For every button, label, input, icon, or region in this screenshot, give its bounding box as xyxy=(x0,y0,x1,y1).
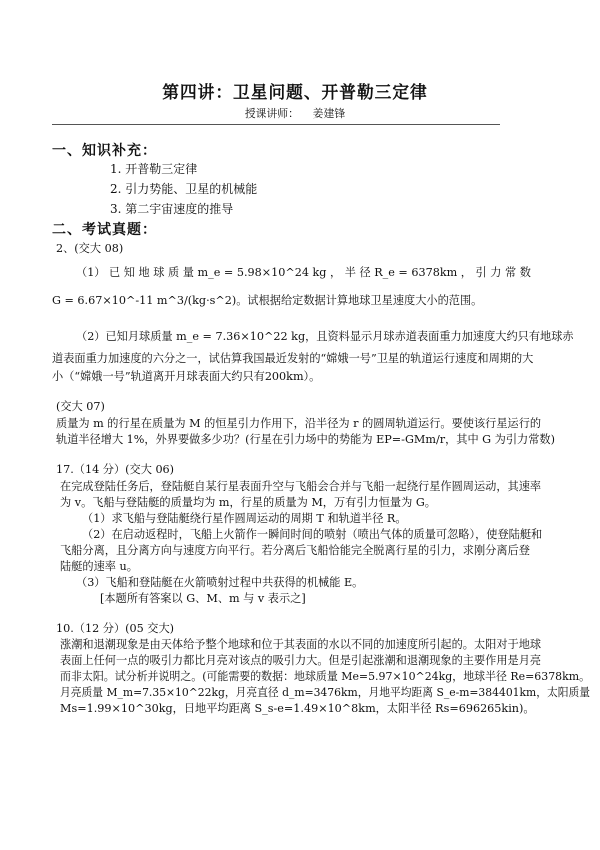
question-10-line4: 月亮质量 M_m=7.35×10^22kg，月亮直径 d_m=3476km，月地平均距离 S_e-m=384401km，太阳质量 xyxy=(60,686,591,699)
knowledge-item-3: 3. 第二宇宙速度的推导 xyxy=(110,202,234,216)
question-07-line1: 质量为 m 的行星在质量为 M 的恒星引力作用下，沿半径为 r 的圆周轨道运行。要使该行星运行的 xyxy=(56,417,542,430)
question-17-line3: （1）求飞船与登陆艇绕行星作圆周运动的周期 T 和轨道半径 R。 xyxy=(82,512,407,525)
question-07-line2: 轨道半径增大 1%，外界要做多少功？(行星在引力场中的势能为 EP=-GMm/r，其中 G 为引力常数) xyxy=(56,433,555,446)
question-10-line5: Ms=1.99×10^30kg，日地平均距离 S_s-e=1.49×10^8km，太阳半径 Rs=696265kin)。 xyxy=(60,702,535,715)
question-10-line3: 而非太阳。试分析并说明之。(可能需要的数据：地球质量 Me=5.97×10^24kg，地球半径 Re=6378km。 xyxy=(60,670,591,683)
question-2-part2-line2: 道表面重力加速度的六分之一，试估算我国最近发射的“嫦娥一号”卫星的轨道运行速度和周期的大 xyxy=(52,352,534,365)
question-17-line8: [本题所有答案以 G、M、m 与 v 表示之] xyxy=(100,592,306,605)
question-17-line5: 飞船分离，且分离方向与速度方向平行。若分离后飞船恰能完全脱离行星的引力，求刚分离后登 xyxy=(60,544,530,557)
question-2-part1-line2: G = 6.67×10^-11 m^3/(kg·s^2)。试根据给定数据计算地球卫星速度大小的范围。 xyxy=(52,294,483,307)
page-title: 第四讲：卫星问题、开普勒三定律 xyxy=(162,83,428,103)
question-17-line2: 为 v。飞船与登陆艇的质量均为 m，行星的质量为 M，万有引力恒量为 G。 xyxy=(60,496,436,509)
section-heading-knowledge: 一、知识补充： xyxy=(52,143,157,159)
question-17-line7: （3）飞船和登陆艇在火箭喷射过程中共获得的机械能 E。 xyxy=(76,576,364,589)
question-2-part2-line3: 小（“嫦娥一号”轨道离开月球表面大约只有200km）。 xyxy=(52,370,321,383)
question-10-line2: 表面上任何一点的吸引力都比月亮对该点的吸引力大。但是引起涨潮和退潮现象的主要作用是月亮 xyxy=(60,654,542,667)
knowledge-item-1: 1. 开普勒三定律 xyxy=(110,162,198,176)
question-17-line1: 在完成登陆任务后，登陆艇自某行星表面升空与飞船会合并与飞船一起绕行星作圆周运动，其速率 xyxy=(60,480,542,493)
question-10-label: 10.（12 分）(05 交大) xyxy=(56,622,175,635)
question-2-part2-line1: （2）已知月球质量 m_e = 7.36×10^22 kg，且资料显示月球赤道表面重力加速度大约只有地球赤 xyxy=(76,330,574,343)
question-2-label: 2、(交大 08) xyxy=(56,242,124,255)
question-17-label: 17.（14 分）(交大 06) xyxy=(56,463,175,476)
question-17-line4: （2）在启动返程时，飞船上火箭作一瞬间时间的喷射（喷出气体的质量可忽略），使登陆艇和 xyxy=(82,528,543,541)
lecturer-line: 授课讲师： 姜建锋 xyxy=(244,107,346,120)
question-07-label: (交大 07) xyxy=(56,400,105,413)
question-17-line6: 陆艇的速率 u。 xyxy=(60,560,138,573)
question-10-line1: 涨潮和退潮现象是由天体给予整个地球和位于其表面的水以不同的加速度所引起的。太阳对于地球 xyxy=(60,638,542,651)
section-heading-exam: 二、考试真题： xyxy=(52,222,157,238)
knowledge-item-2: 2. 引力势能、卫星的机械能 xyxy=(110,182,258,196)
question-2-part1-line1: （1） 已 知 地 球 质 量 m_e = 5.98×10^24 kg ， 半 径 R_e = 6378km ， 引 力 常 数 xyxy=(76,266,531,279)
header-divider xyxy=(52,124,500,125)
